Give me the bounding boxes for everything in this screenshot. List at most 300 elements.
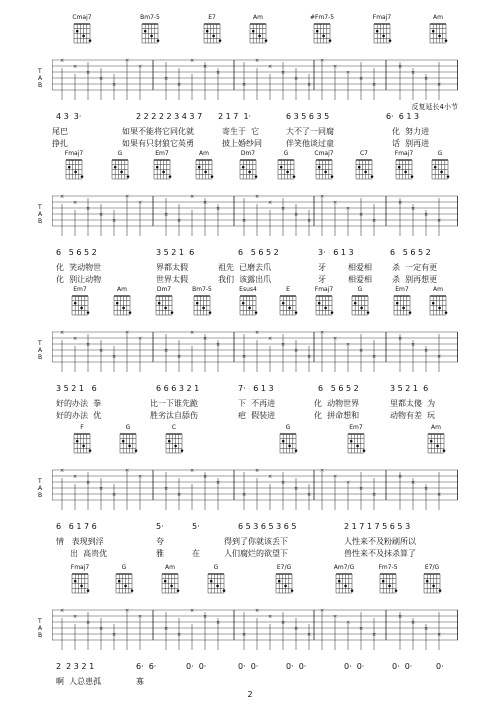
lyric-text: 相爱相	[348, 275, 372, 284]
lyric-text: 人们腐烂的欲望下	[224, 549, 288, 558]
svg-text:×: ×	[411, 342, 416, 348]
lyric-text: 界都太假	[156, 263, 188, 272]
chord-name: Bm7-5	[192, 286, 212, 293]
chord-diagram	[203, 564, 229, 594]
chord-name: Fm7-5	[378, 564, 398, 571]
svg-text:×: ×	[203, 64, 208, 70]
svg-text:×: ×	[138, 200, 143, 206]
svg-text:×: ×	[255, 468, 260, 474]
chord-name: Am	[253, 14, 263, 21]
chord-grid	[394, 158, 414, 180]
jianpu-notes: 5·	[156, 522, 164, 531]
svg-text:×: ×	[320, 468, 325, 474]
lyric-text: 如果有只豺狼它英勇	[122, 139, 194, 148]
chord-name: Am	[433, 286, 443, 293]
svg-text:×: ×	[255, 330, 260, 336]
chord-diagram	[67, 564, 93, 594]
tab-staff	[38, 466, 458, 514]
chord-grid	[202, 22, 222, 44]
tab-letter: T	[38, 478, 42, 485]
svg-text:×: ×	[60, 468, 65, 474]
chord-diagram	[425, 14, 451, 44]
chord-diagram	[111, 564, 137, 594]
chord-diagram	[191, 150, 217, 180]
svg-text:×: ×	[268, 64, 273, 70]
svg-text:×: ×	[216, 620, 221, 626]
svg-text:×: ×	[294, 486, 299, 492]
svg-text:×: ×	[164, 212, 169, 218]
chord-grid	[422, 572, 442, 594]
chord-diagram	[199, 14, 225, 44]
chord-grid	[140, 22, 160, 44]
tab-letter: T	[38, 204, 42, 211]
lyric-text: 披上婚纱同	[222, 139, 262, 148]
jianpu-notes: 6 6 6 3 2 1	[156, 384, 200, 393]
svg-text:×: ×	[177, 492, 182, 498]
svg-text:×: ×	[73, 200, 78, 206]
svg-text:×: ×	[203, 474, 208, 480]
svg-text:×: ×	[411, 70, 416, 76]
svg-text:×: ×	[73, 64, 78, 70]
svg-text:×: ×	[242, 82, 247, 88]
chord-diagram	[375, 564, 401, 594]
chord-grid	[354, 158, 374, 180]
jianpu-notes: 0· 0·	[186, 662, 207, 671]
chord-grid	[194, 158, 214, 180]
jianpu-notes: 0· 0·	[392, 662, 413, 671]
chord-name: E	[286, 286, 290, 293]
svg-text:×: ×	[86, 620, 91, 626]
chord-diagram	[189, 286, 215, 316]
svg-text:×: ×	[177, 218, 182, 224]
tab-staff	[38, 56, 458, 104]
chord-diagram	[311, 286, 337, 316]
repeat-note: 反复延长4小节	[411, 103, 458, 111]
svg-text:×: ×	[60, 330, 65, 336]
chord-diagram	[419, 564, 445, 594]
chord-name: Em7	[73, 286, 87, 293]
jianpu-notes: 7· 6 1 3	[238, 384, 274, 393]
chord-name: Bm7-5	[140, 14, 160, 21]
chord-name: Am	[117, 286, 127, 293]
chord-grid	[152, 158, 172, 180]
chord-diagram	[423, 424, 449, 454]
svg-text:×: ×	[255, 58, 260, 64]
chord-name: Cmaj7	[314, 150, 334, 157]
svg-text:×: ×	[294, 212, 299, 218]
lyric-text: 祖先 已磨去爪	[218, 263, 272, 272]
lyric-line	[52, 262, 458, 273]
chord-row	[52, 564, 458, 604]
chord-name: Fmaj7	[314, 286, 334, 293]
lyric-text: 夸	[156, 537, 164, 546]
lyric-text: 在	[192, 549, 200, 558]
chord-grid	[428, 22, 448, 44]
chord-diagram	[245, 14, 271, 44]
svg-text:×: ×	[346, 70, 351, 76]
jianpu-row	[52, 522, 458, 534]
svg-text:×: ×	[333, 336, 338, 342]
lyric-text: 大不了一同腐	[286, 127, 334, 136]
svg-text:×: ×	[86, 342, 91, 348]
svg-text:×: ×	[125, 194, 130, 200]
svg-text:×: ×	[60, 194, 65, 200]
lyric-text: 化 动物世界	[314, 399, 360, 408]
jianpu-notes: 6· 6 1 3	[386, 112, 420, 121]
svg-text:×: ×	[242, 218, 247, 224]
lyric-text: 寄生于 它	[222, 127, 260, 136]
svg-text:×: ×	[190, 194, 195, 200]
chord-name: G	[283, 150, 289, 157]
tab-staff	[38, 606, 458, 654]
chord-diagram	[275, 424, 301, 454]
svg-text:×: ×	[177, 82, 182, 88]
svg-text:×: ×	[190, 468, 195, 474]
lyric-text: 胜劣汰自舔伤	[150, 411, 198, 420]
chord-grid	[192, 294, 212, 316]
svg-text:×: ×	[307, 218, 312, 224]
tab-letter: B	[38, 354, 43, 361]
jianpu-row	[52, 112, 458, 124]
jianpu-notes: 6· 6·	[136, 662, 157, 671]
chord-diagram	[137, 14, 163, 44]
chord-diagram	[331, 564, 357, 594]
tab-letter: A	[38, 211, 43, 218]
jianpu-notes: 3 5 2 1 6	[390, 384, 429, 393]
jianpu-notes: 0· 0·	[344, 662, 365, 671]
chord-grid	[314, 158, 334, 180]
chord-diagram	[309, 14, 335, 44]
chord-diagram	[69, 424, 95, 454]
jianpu-notes: 2 2 2 2 2 3 4 3 7	[136, 112, 203, 121]
svg-text:×: ×	[99, 486, 104, 492]
jianpu-notes: 3 5 2 1 6	[56, 384, 97, 393]
lyric-line	[52, 126, 458, 137]
lyric-text: 杀 一定有更	[392, 263, 438, 272]
svg-text:×: ×	[125, 58, 130, 64]
svg-text:×: ×	[216, 480, 221, 486]
chord-grid	[334, 572, 354, 594]
svg-text:×: ×	[99, 212, 104, 218]
jianpu-notes: 3 5 2 1 6	[156, 248, 195, 257]
svg-text:×: ×	[281, 206, 286, 212]
svg-text:×: ×	[281, 70, 286, 76]
lyric-text: 话 别再进	[392, 139, 430, 148]
svg-text:×: ×	[307, 82, 312, 88]
svg-text:×: ×	[268, 336, 273, 342]
jianpu-notes: 6 5 6 5 2	[390, 248, 431, 257]
chord-grid	[426, 432, 446, 454]
chord-name: G	[437, 150, 443, 157]
svg-text:×: ×	[372, 632, 377, 638]
svg-text:×: ×	[112, 82, 117, 88]
svg-text:×: ×	[242, 492, 247, 498]
lyric-text: 出 高贵优	[70, 549, 108, 558]
svg-text:×: ×	[372, 492, 377, 498]
svg-text:×: ×	[190, 608, 195, 614]
chord-grid	[238, 294, 258, 316]
tab-letter: A	[38, 347, 43, 354]
svg-text:×: ×	[320, 194, 325, 200]
svg-text:×: ×	[99, 76, 104, 82]
chord-name: Am	[165, 564, 175, 571]
chord-diagram	[151, 286, 177, 316]
jianpu-notes: 4 3 3·	[56, 112, 82, 121]
chord-grid	[70, 572, 90, 594]
chord-grid	[164, 432, 184, 454]
chord-name: Am	[433, 14, 443, 21]
svg-text:×: ×	[125, 608, 130, 614]
chord-grid	[248, 22, 268, 44]
svg-text:×: ×	[112, 354, 117, 360]
chord-name: Em7	[395, 286, 409, 293]
chord-diagram	[273, 150, 299, 180]
tab-letter: B	[38, 492, 43, 499]
svg-text:×: ×	[86, 480, 91, 486]
chord-grid	[64, 158, 84, 180]
chord-diagram	[107, 150, 133, 180]
svg-text:×: ×	[203, 336, 208, 342]
chord-grid	[314, 294, 334, 316]
lyric-line	[52, 274, 458, 285]
chord-name: Dm7	[240, 150, 256, 157]
jianpu-row	[52, 662, 458, 674]
jianpu-notes: 2 1 7 1·	[218, 112, 252, 121]
svg-text:×: ×	[216, 342, 221, 348]
chord-diagram	[157, 564, 183, 594]
chord-name: G	[125, 424, 131, 431]
svg-text:×: ×	[268, 474, 273, 480]
chord-name: Em7	[349, 424, 363, 431]
svg-text:×: ×	[177, 354, 182, 360]
chord-grid	[276, 158, 296, 180]
tab-letter: T	[38, 340, 42, 347]
lyric-text: 寡	[136, 677, 144, 686]
chord-name: C7	[359, 150, 368, 157]
svg-text:×: ×	[307, 492, 312, 498]
svg-text:×: ×	[411, 206, 416, 212]
lyric-text: 疤 假装进	[238, 411, 276, 420]
svg-text:×: ×	[307, 354, 312, 360]
chord-row	[52, 14, 458, 54]
chord-name: Fmaj7	[70, 564, 90, 571]
svg-text:×: ×	[99, 626, 104, 632]
chord-diagram	[351, 150, 377, 180]
svg-text:×: ×	[268, 614, 273, 620]
lyric-text: 兽性来不及抹杀算了	[344, 549, 416, 558]
svg-text:×: ×	[112, 218, 117, 224]
svg-text:×: ×	[255, 608, 260, 614]
chord-grid	[154, 294, 174, 316]
lyric-text: 化 努力进	[392, 127, 430, 136]
svg-text:×: ×	[372, 354, 377, 360]
lyric-text: 化 别让动物	[56, 275, 102, 284]
svg-text:×: ×	[320, 330, 325, 336]
svg-text:×: ×	[125, 468, 130, 474]
chord-name: Esus4	[239, 286, 257, 293]
svg-text:×: ×	[346, 480, 351, 486]
svg-text:×: ×	[281, 342, 286, 348]
lyric-text: 尾巴	[52, 127, 68, 136]
svg-text:×: ×	[359, 212, 364, 218]
svg-text:×: ×	[346, 620, 351, 626]
chord-name: Fmaj7	[372, 14, 392, 21]
svg-text:×: ×	[138, 474, 143, 480]
tab-letter: A	[38, 625, 43, 632]
chord-grid	[278, 294, 298, 316]
lyric-line	[52, 676, 458, 687]
chord-name: Cmaj7	[72, 14, 92, 21]
jianpu-notes: 2 2 3 2 1	[56, 662, 95, 671]
svg-text:×: ×	[203, 614, 208, 620]
lyric-line	[52, 398, 458, 409]
svg-text:×: ×	[411, 480, 416, 486]
jianpu-notes: 0·	[436, 662, 444, 671]
svg-text:×: ×	[437, 354, 442, 360]
chord-diagram	[271, 564, 297, 594]
chord-grid	[72, 432, 92, 454]
chord-diagram	[369, 14, 395, 44]
svg-text:×: ×	[333, 64, 338, 70]
svg-text:×: ×	[346, 342, 351, 348]
chord-diagram	[67, 286, 93, 316]
svg-text:×: ×	[164, 626, 169, 632]
chord-name: Am	[199, 150, 209, 157]
svg-text:×: ×	[138, 64, 143, 70]
tab-letter: B	[38, 632, 43, 639]
svg-text:×: ×	[294, 348, 299, 354]
lyric-text: 好的办法 优	[56, 411, 102, 420]
svg-text:×: ×	[411, 620, 416, 626]
svg-text:×: ×	[281, 480, 286, 486]
jianpu-row	[52, 384, 458, 396]
chord-diagram	[389, 286, 415, 316]
page-number: 2	[247, 690, 253, 699]
svg-text:×: ×	[255, 194, 260, 200]
svg-text:×: ×	[320, 608, 325, 614]
chord-grid	[430, 158, 450, 180]
svg-text:×: ×	[86, 206, 91, 212]
tab-staff	[38, 192, 458, 240]
svg-text:×: ×	[437, 218, 442, 224]
svg-text:×: ×	[359, 486, 364, 492]
chord-diagram	[115, 424, 141, 454]
svg-text:×: ×	[346, 206, 351, 212]
svg-text:×: ×	[190, 58, 195, 64]
chord-name: Fmaj7	[394, 150, 414, 157]
chord-diagram	[235, 286, 261, 316]
svg-text:×: ×	[424, 348, 429, 354]
chord-grid	[350, 294, 370, 316]
lyric-text: 相爱相	[348, 263, 372, 272]
svg-text:×: ×	[424, 212, 429, 218]
jianpu-notes: 3· 6 1 3	[318, 248, 354, 257]
chord-diagram	[109, 286, 135, 316]
jianpu-notes: 6 5 3 6 5 3 6 5	[238, 522, 297, 531]
chord-grid	[278, 432, 298, 454]
jianpu-notes: 6 6 1 7 6	[56, 522, 97, 531]
svg-text:×: ×	[424, 626, 429, 632]
svg-text:×: ×	[190, 330, 195, 336]
tab-letter: A	[38, 75, 43, 82]
chord-grid	[70, 294, 90, 316]
jianpu-notes: 6 3 5 6 3 5	[286, 112, 330, 121]
chord-diagram	[149, 150, 175, 180]
svg-text:×: ×	[216, 70, 221, 76]
lyric-text: 下 不再进	[238, 399, 276, 408]
tab-letter: T	[38, 618, 42, 625]
lyric-text: 比一下谁先跪	[150, 399, 198, 408]
chord-grid	[392, 294, 412, 316]
jianpu-notes: 6 5 6 5 2	[238, 248, 279, 257]
tab-staff	[38, 328, 458, 376]
jianpu-notes: 2 1 7 1 7 5 6 5 3	[344, 522, 411, 531]
chord-grid	[274, 572, 294, 594]
svg-text:×: ×	[333, 200, 338, 206]
chord-name: G	[121, 564, 127, 571]
tab-letter: B	[38, 218, 43, 225]
chord-grid	[206, 572, 226, 594]
lyric-text: 牙	[318, 263, 326, 272]
chord-name: G	[213, 564, 219, 571]
tab-letter: A	[38, 485, 43, 492]
svg-text:×: ×	[333, 614, 338, 620]
lyric-line	[52, 548, 458, 559]
lyric-text: 情 表现到浮	[56, 537, 104, 546]
svg-text:×: ×	[242, 632, 247, 638]
lyric-text: 里都太傻 为	[390, 399, 436, 408]
svg-text:×: ×	[398, 474, 403, 480]
svg-text:×: ×	[164, 348, 169, 354]
chord-diagram	[343, 424, 369, 454]
svg-text:×: ×	[60, 608, 65, 614]
jianpu-notes: 6 5 6 5 2	[318, 384, 359, 393]
lyric-line	[52, 138, 458, 149]
svg-text:×: ×	[73, 336, 78, 342]
chord-grid	[378, 572, 398, 594]
svg-text:×: ×	[359, 348, 364, 354]
svg-text:×: ×	[164, 76, 169, 82]
svg-text:×: ×	[112, 492, 117, 498]
chord-row	[52, 286, 458, 326]
chord-name: F	[80, 424, 84, 431]
svg-text:×: ×	[398, 200, 403, 206]
svg-text:×: ×	[359, 626, 364, 632]
chord-diagram	[161, 424, 187, 454]
svg-text:×: ×	[177, 632, 182, 638]
chord-row	[52, 424, 458, 464]
svg-text:×: ×	[99, 348, 104, 354]
svg-text:×: ×	[320, 58, 325, 64]
chord-name: E7/G	[424, 564, 440, 571]
svg-text:×: ×	[398, 336, 403, 342]
chord-grid	[346, 432, 366, 454]
chord-grid	[72, 22, 92, 44]
svg-text:×: ×	[112, 632, 117, 638]
chord-name: E7	[208, 14, 216, 21]
svg-text:×: ×	[125, 330, 130, 336]
chord-grid	[112, 294, 132, 316]
svg-text:×: ×	[86, 70, 91, 76]
lyric-text: 伴笑他谈过童	[286, 139, 334, 148]
jianpu-notes: 0· 0·	[238, 662, 259, 671]
chord-grid	[312, 22, 332, 44]
chord-diagram	[235, 150, 261, 180]
chord-grid	[372, 22, 392, 44]
chord-diagram	[347, 286, 373, 316]
chord-name: G	[285, 424, 291, 431]
svg-text:×: ×	[424, 76, 429, 82]
